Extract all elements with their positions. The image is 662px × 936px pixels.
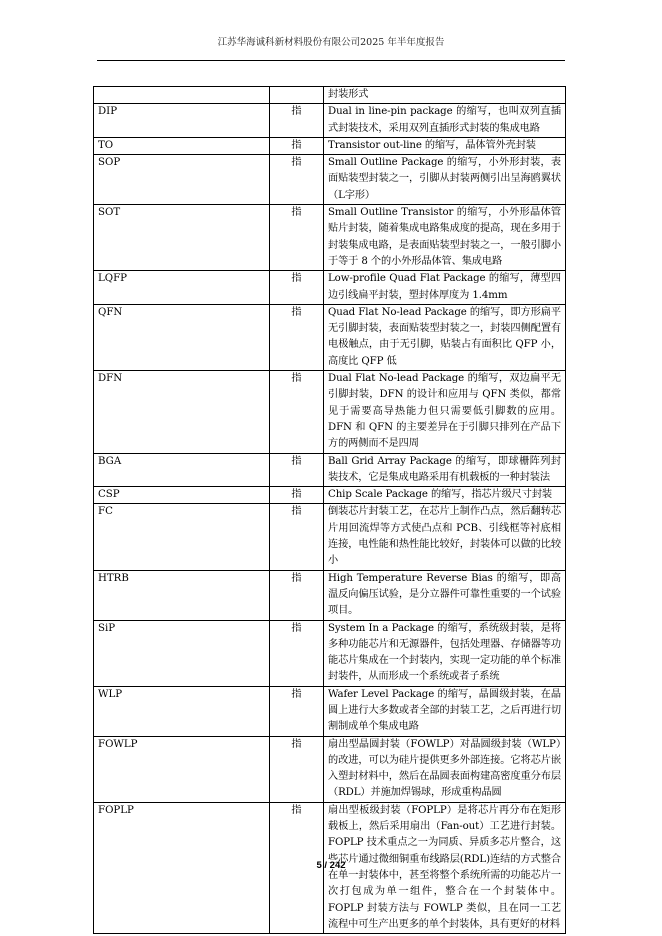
table-row <box>94 686 566 736</box>
definition-cell: Small Outline Transistor 的缩写，小外形晶体管贴片封装，随着集成电路集成度的提高，现在多用于封装集成电路，是表面贴装型封装之一，一般引脚小于等于 8 个的小外形晶体管、集成电路 <box>324 205 566 271</box>
definition-cell: Dual in line-pin package 的缩写，也叫双列直插式封装技术，采用双列直插形式封装的集成电路 <box>324 104 566 138</box>
page-header: 江苏华海诚科新材料股份有限公司2025 年半年度报告 <box>217 37 445 48</box>
definition-cell: 倒装芯片封装工艺，在芯片上制作凸点，然后翻转芯片用回流焊等方式使凸点和 PCB、引线框等衬底相连接，电性能和热性能比较好，封装体可以做的比较小 <box>324 504 566 570</box>
table-row <box>94 371 566 453</box>
symbol-cell: 指 <box>270 453 324 487</box>
symbol-cell: 指 <box>270 304 324 370</box>
symbol-cell: 指 <box>270 686 324 736</box>
definition-cell: Quad Flat No-lead Package 的缩写，即方形扁平无引脚封装，表面贴装型封装之一，封装四侧配置有电极触点，由于无引脚，贴装占有面积比 QFP 小，高度比 QFP 低 <box>324 304 566 370</box>
definition-cell: Dual Flat No-lead Package 的缩写，双边扁平无引脚封装，DFN 的设计和应用与 QFN 类似，都常见于需要高导热能力但只需要低引脚数的应用。DFN 和 QFN 的主要差异在于引脚只排列在产品下方的两侧而不是四周 <box>324 371 566 453</box>
definition-cell: High Temperature Reverse Bias 的缩写，即高温反向偏压试验，是分立器件可靠性重要的一个试验项目。 <box>324 570 566 620</box>
term-cell: FC <box>94 504 270 570</box>
symbol-cell: 指 <box>270 155 324 205</box>
symbol-cell: 指 <box>270 104 324 138</box>
table-row <box>94 453 566 487</box>
definition-cell: 扇出型板级封装（FOPLP）是将芯片再分布在矩形载板上，然后采用扇出（Fan-out）工艺进行封装。FOPLP 技术重点之一为同质、异质多芯片整合，这些芯片通过微细铜重布线路层(RDL)连结的方式整合在单一封装体中，甚至将整个系统所需的功能芯片一次打包成为单一组件，整合在一个封装体中。FOPLP 封装方法与 FOWLP 类似，且在同一工艺流程中可生产出更多的单个封装体，具有更好的材料 <box>324 802 566 933</box>
definition-cell: Low-profile Quad Flat Package 的缩写，薄型四边引线扁平封装，塑封体厚度为 1.4mm <box>324 271 566 305</box>
table-row <box>94 271 566 305</box>
symbol-cell: 指 <box>270 620 324 686</box>
definition-cell: Ball Grid Array Package 的缩写，即球栅阵列封装技术，它是集成电路采用有机载板的一种封装法 <box>324 453 566 487</box>
symbol-cell <box>270 87 324 104</box>
term-cell: CSP <box>94 487 270 504</box>
definition-cell: 封装形式 <box>324 87 566 104</box>
table-row <box>94 205 566 271</box>
table-row <box>94 155 566 205</box>
glossary-table-body <box>94 87 566 934</box>
page-number: 5 / 242 <box>316 860 346 871</box>
term-cell: FOPLP <box>94 802 270 933</box>
term-cell: BGA <box>94 453 270 487</box>
glossary-table <box>93 86 566 934</box>
table-row <box>94 487 566 504</box>
term-cell: TO <box>94 137 270 154</box>
definition-cell: System In a Package 的缩写，系统级封装，是将多种功能芯片和无源器件，包括处理器、存储器等功能芯片集成在一个封装内，实现一定功能的单个标准封装件，从而形成一个系统或者子系统 <box>324 620 566 686</box>
table-row <box>94 504 566 570</box>
symbol-cell: 指 <box>270 137 324 154</box>
definition-cell: Small Outline Package 的缩写，小外形封装，表面贴装型封装之一，引脚从封装两侧引出呈海鸥翼状（L字形） <box>324 155 566 205</box>
definition-cell: Wafer Level Package 的缩写，晶圆级封装，在晶圆上进行大多数或者全部的封装工艺，之后再进行切割制成单个集成电路 <box>324 686 566 736</box>
definition-cell: Chip Scale Package 的缩写，指芯片级尺寸封装 <box>324 487 566 504</box>
symbol-cell: 指 <box>270 371 324 453</box>
table-row <box>94 620 566 686</box>
definition-cell: 扇出型晶圆封装（FOWLP）对晶圆级封装（WLP）的改进，可以为硅片提供更多外部连接。它将芯片嵌入塑封材料中，然后在晶圆表面构建高密度重分布层（RDL）并施加焊锡球，形成重构晶圆 <box>324 736 566 802</box>
table-row <box>94 87 566 104</box>
table-row <box>94 570 566 620</box>
symbol-cell: 指 <box>270 205 324 271</box>
term-cell: DFN <box>94 371 270 453</box>
term-cell: SOT <box>94 205 270 271</box>
header-rule <box>97 60 565 61</box>
symbol-cell: 指 <box>270 736 324 802</box>
symbol-cell: 指 <box>270 504 324 570</box>
term-cell: QFN <box>94 304 270 370</box>
symbol-cell: 指 <box>270 271 324 305</box>
table-row <box>94 137 566 154</box>
term-cell: SOP <box>94 155 270 205</box>
table-row <box>94 304 566 370</box>
term-cell <box>94 87 270 104</box>
term-cell: LQFP <box>94 271 270 305</box>
term-cell: DIP <box>94 104 270 138</box>
symbol-cell: 指 <box>270 802 324 933</box>
table-row <box>94 104 566 138</box>
symbol-cell: 指 <box>270 487 324 504</box>
term-cell: HTRB <box>94 570 270 620</box>
definition-cell: Transistor out-line 的缩写，晶体管外壳封装 <box>324 137 566 154</box>
symbol-cell: 指 <box>270 570 324 620</box>
table-row <box>94 736 566 802</box>
term-cell: SiP <box>94 620 270 686</box>
term-cell: WLP <box>94 686 270 736</box>
term-cell: FOWLP <box>94 736 270 802</box>
